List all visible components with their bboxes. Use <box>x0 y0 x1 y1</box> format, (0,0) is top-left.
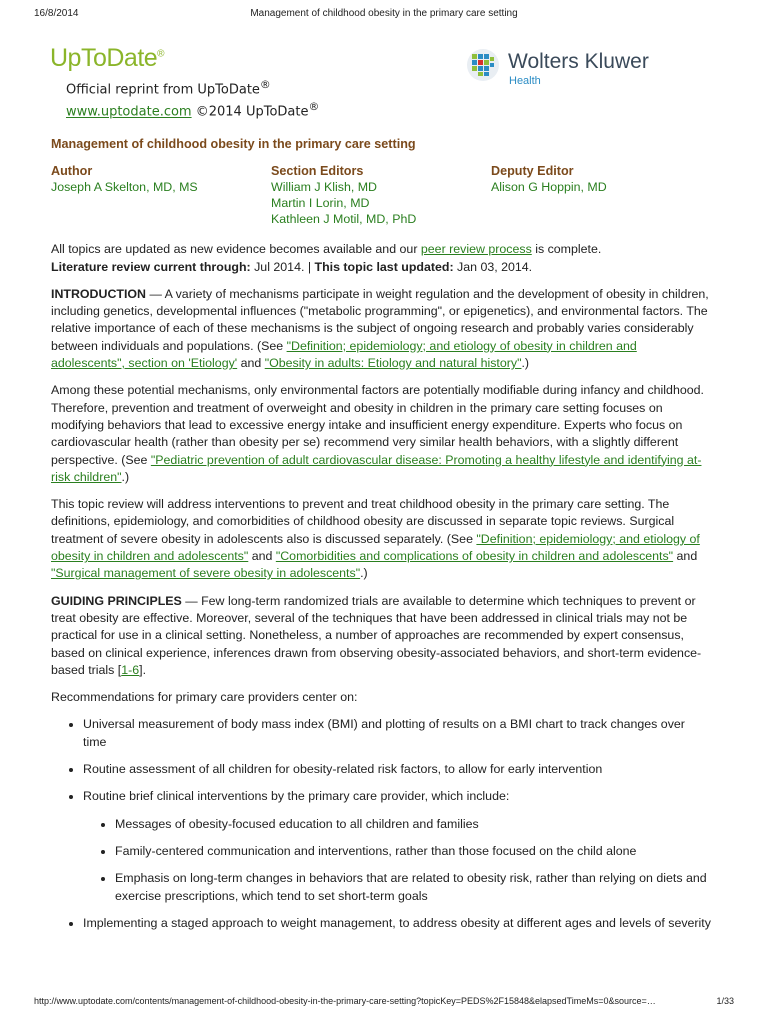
reprint-notice: Official reprint from UpToDate® www.uptodate.com ©2014 UpToDate® <box>66 78 320 120</box>
etiology-link[interactable]: "Definition; epidemiology; and etiology of obesity in children and adolescents", section on 'Etiology' <box>51 338 637 371</box>
uptodate-site-link[interactable]: www.uptodate.com <box>66 104 192 120</box>
copyright: ©2014 UpToDate <box>191 104 309 120</box>
section-editor[interactable]: Kathleen J Motil, MD, PhD <box>271 212 417 227</box>
sub-list-item: • Emphasis on long-term changes in behaviors that are related to obesity risk, rather than relying on diets and exercise prescriptions, which tend to set short-term goals <box>115 870 711 905</box>
surgical-management-link[interactable]: "Surgical management of severe obesity in adolescents" <box>51 566 361 581</box>
list-item: • Routine brief clinical interventions by the primary care provider, which include: • Messages of obesity-focused education to all children and families • Family-centered communication and interventions, rather than those focused on the child alone • Emphasis on long-term changes in behaviors that are related to obesity risk, rather than relying on diets and exercise prescriptions, which tend to set short-term goals <box>83 788 711 904</box>
deputy-editor-label: Deputy Editor <box>491 164 574 179</box>
recommendations-intro: Recommendations for primary care providers center on: <box>51 690 358 705</box>
credits <box>51 163 711 227</box>
print-header <box>34 8 734 22</box>
last-updated-label: This topic last updated: <box>314 259 454 274</box>
scope-paragraph: This topic review will address interventions to prevent and treat childhood obesity in the primary care setting. The definitions, epidemiology, and comorbidities of childhood obesity are discussed in separate topic reviews. Surgical treatment of severe obesity in adolescents also is discussed separately. (See "Definition; epidemiology; and etiology of obesity in children and adolescents" and "Comorbidities and complications of obesity in children and adolescents" and "Surgical management of severe obesity in adolescents".) <box>51 497 700 581</box>
guiding-principles-heading: GUIDING PRINCIPLES <box>51 593 182 608</box>
print-title: Management of childhood obesity in the primary care setting <box>250 8 518 19</box>
list-item: • Routine assessment of all children for obesity-related risk factors, to allow for early intervention <box>83 761 711 778</box>
section-editor[interactable]: William J Klish, MD <box>271 180 378 195</box>
introduction-paragraph: INTRODUCTION — A variety of mechanisms participate in weight regulation and the development of obesity in children, including genetics, developmental influences ("metabolic programming", or epigenetics), and environmental factors. The relative importance of each of these mechanisms is the subject of ongoing research and probably varies considerably between individuals and populations. (See "Definition; epidemiology; and etiology of obesity in children and adolescents", section on 'Etiology' and "Obesity in adults: Etiology and natural history".) <box>51 286 709 371</box>
uptodate-logo: UpToDate® <box>50 44 165 72</box>
list-item: • Implementing a staged approach to weight management, to address obesity at different ages and levels of severity <box>83 915 711 932</box>
deputy-editor-name[interactable]: Alison G Hoppin, MD <box>491 180 607 195</box>
definition-epidemiology-link[interactable]: "Definition; epidemiology; and etiology of obesity in children and adolescents" <box>51 531 700 564</box>
deputy-editor-column <box>491 163 711 227</box>
publisher-name: Wolters Kluwer <box>508 50 649 73</box>
comorbidities-link[interactable]: "Comorbidities and complications of obesity in children and adolescents" <box>275 549 674 564</box>
wolters-kluwer-logo-icon <box>466 48 500 82</box>
update-notice: All topics are updated as new evidence becomes available and our peer review process is complete. Literature review current through: Jul 2014. | This topic last updated: Jan 03, 2014. <box>51 242 602 274</box>
mechanisms-paragraph: Among these potential mechanisms, only environmental factors are potentially modifiable during infancy and childhood. Therefore, prevention and treatment of overweight and obesity in children in the primary care setting focuses on modifying behaviors that lead to excessive energy intake and insufficient energy expenditure. Experts who focus on cardiovascular health (rather than obesity per se) recommend very similar health behaviors, with a slightly different perspective. (See "Pediatric prevention of adult cardiovascular disease: Promoting a healthy lifestyle and identifying at-risk children".) <box>51 383 704 484</box>
cardiovascular-prevention-link[interactable]: "Pediatric prevention of adult cardiovascular disease: Promoting a healthy lifestyle and identifying at-risk children" <box>51 452 702 484</box>
print-footer <box>34 996 734 1010</box>
article-title: Management of childhood obesity in the primary care setting <box>51 137 416 151</box>
recommendations-list <box>51 716 711 932</box>
reference-link[interactable]: 1-6 <box>121 662 140 677</box>
print-url: http://www.uptodate.com/contents/management-of-childhood-obesity-in-the-primary-care-setting?topicKey=PEDS%2F15848&elapsedTimeMs=0&source=… <box>34 996 656 1006</box>
publisher-sub: Health <box>509 75 541 87</box>
lit-review-label: Literature review current through: <box>51 259 251 274</box>
introduction-heading: INTRODUCTION <box>51 286 146 301</box>
article-content <box>51 136 711 942</box>
sub-list-item: • Family-centered communication and interventions, rather than those focused on the child alone <box>115 843 711 860</box>
section-editors-label: Section Editors <box>271 164 364 179</box>
sub-list <box>83 816 711 905</box>
sub-list-item: • Messages of obesity-focused education to all children and families <box>115 816 711 833</box>
section-editor[interactable]: Martin I Lorin, MD <box>271 196 370 211</box>
author-column <box>51 163 271 227</box>
peer-review-link[interactable]: peer review process <box>420 242 532 257</box>
page-number: 1/33 <box>716 996 734 1006</box>
section-editors-column <box>271 163 491 227</box>
reprint-line: Official reprint from UpToDate <box>66 82 260 98</box>
author-label: Author <box>51 164 93 179</box>
print-date: 16/8/2014 <box>34 8 79 19</box>
guiding-principles-paragraph: GUIDING PRINCIPLES — Few long-term randomized trials are available to determine which techniques to prevent or treat obesity are effective. Moreover, several of the techniques that have been addressed in clinical trials may not be practical for use in a clinical setting. Nonetheless, a number of approaches are recommended by expert consensus, based on clinical experience, inferences drawn from observing obesity-associated behaviors, and short-term evidence-based trials [1-6]. <box>51 593 702 677</box>
list-item: • Universal measurement of body mass index (BMI) and plotting of results on a BMI chart to track changes over time <box>83 716 711 751</box>
author-name[interactable]: Joseph A Skelton, MD, MS <box>51 180 198 195</box>
obesity-adults-link[interactable]: "Obesity in adults: Etiology and natural history" <box>264 356 522 371</box>
